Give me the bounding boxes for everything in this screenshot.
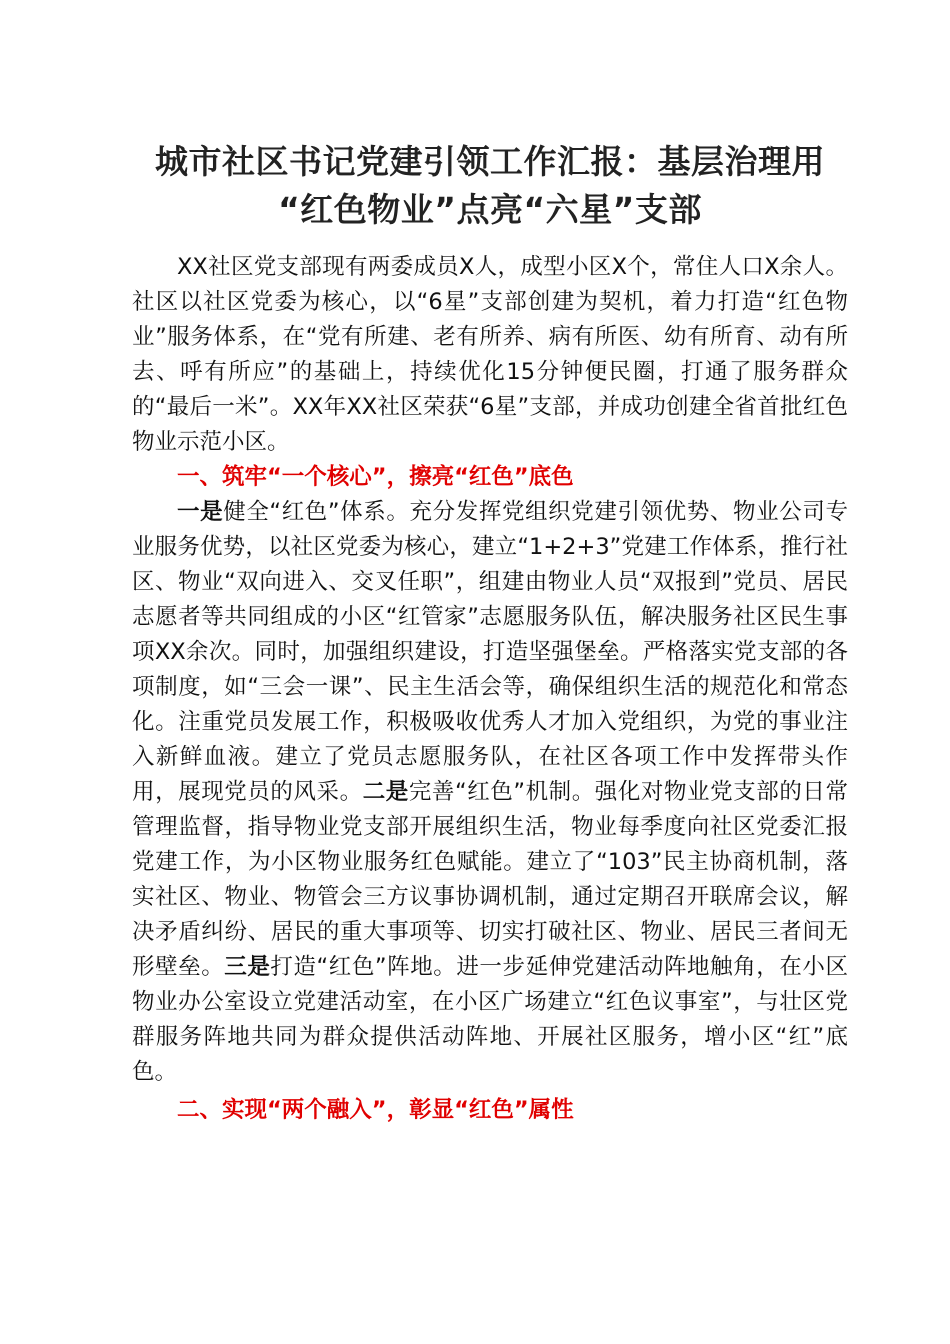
lead-1: 一是 xyxy=(177,499,224,525)
document-title xyxy=(132,138,848,234)
title-line-1: 城市社区书记党建引领工作汇报：基层治理用 xyxy=(155,142,825,181)
lead-2: 二是 xyxy=(362,779,409,805)
section-1-text-1: 健全“红色”体系。充分发挥党组织党建引领优势、物业公司专业服务优势，以社区党委为核心，建立“1+2+3”党建工作体系，推行社区、物业“双向进入、交叉任职”，组建由物业人员“双报到”党员、居民志愿者等共同组成的小区“红管家”志愿服务队伍，解决服务社区民生事项XX余次。同时，加强组织建设，打造坚强堡垒。严格落实党支部的各项制度，如“三会一课”、民主生活会等，确保组织生活的规范化和常态化。注重党员发展工作，积极吸收优秀人才加入党组织，为党的事业注入新鲜血液。建立了党员志愿服务队，在社区各项工作中发挥带头作用，展现党员的风采。 xyxy=(132,499,848,805)
intro-paragraph: XX社区党支部现有两委成员X人，成型小区X个，常住人口X余人。社区以社区党委为核心，以“6星”支部创建为契机，着力打造“红色物业”服务体系，在“党有所建、老有所养、病有所医、幼有所育、动有所去、呼有所应”的基础上，持续优化15分钟便民圈，打通了服务群众的“最后一米”。XX年XX社区荣获“6星”支部，并成功创建全省首批红色物业示范小区。 xyxy=(132,254,848,455)
section-1-paragraph xyxy=(132,495,848,1090)
section-1-heading: 一、筑牢“一个核心”，擦亮“红色”底色 xyxy=(177,464,574,490)
title-line-2: “红色物业”点亮“六星”支部 xyxy=(278,190,702,229)
lead-3: 三是 xyxy=(224,954,271,980)
section-1-text-2: 完善“红色”机制。强化对物业党支部的日常管理监督，指导物业党支部开展组织生活，物业每季度向社区党委汇报党建工作，为小区物业服务红色赋能。建立了“103”民主协商机制，落实社区、物业、物管会三方议事协调机制，通过定期召开联席会议，解决矛盾纠纷、居民的重大事项等、切实打破社区、物业、居民三者间无形壁垒。 xyxy=(132,779,848,980)
section-2-heading: 二、实现“两个融入”，彰显“红色”属性 xyxy=(177,1097,574,1123)
document-body xyxy=(132,250,848,1128)
document-page xyxy=(132,138,848,1128)
section-1-text-3: 打造“红色”阵地。进一步延伸党建活动阵地触角，在小区物业办公室设立党建活动室，在小区广场建立“红色议事室”，与壮区党群服务阵地共同为群众提供活动阵地、开展社区服务，增小区“红”底色。 xyxy=(132,954,848,1085)
